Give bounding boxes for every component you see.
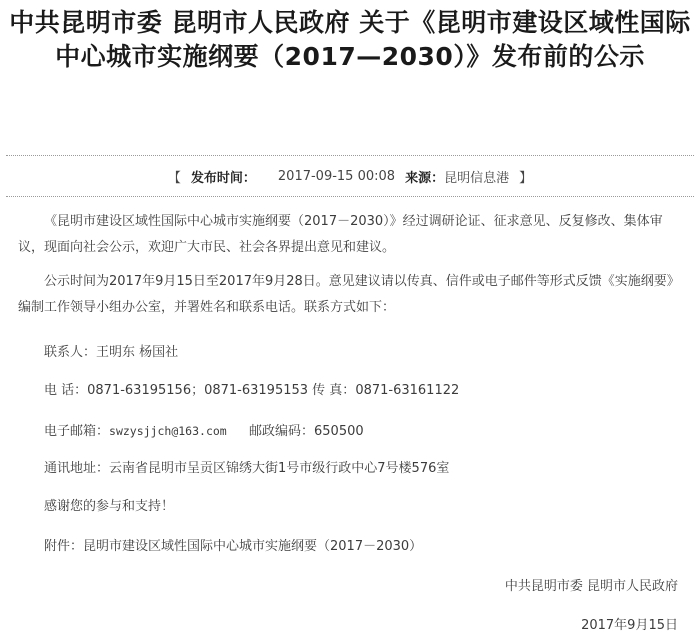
contact-address: 通讯地址：云南省昆明市呈贡区锦绣大街1号市级行政中心7号楼576室 bbox=[44, 461, 450, 476]
publish-time: 2017-09-15 00:08 bbox=[277, 168, 396, 184]
issue-date: 2017年9月15日 bbox=[581, 618, 678, 633]
postcode-label: 邮政编码： bbox=[249, 424, 315, 439]
attachment-line: 附件：昆明市建设区域性国际中心城市实施纲要（2017－2030） bbox=[44, 539, 423, 554]
article-title: 中共昆明市委 昆明市人民政府 关于《昆明市建设区域性国际中心城市实施纲要（2017—2030）》发布前的公示 bbox=[9, 8, 691, 71]
contact-phone-fax bbox=[18, 378, 700, 404]
paragraph-notice-period: 公示时间为2017年9月15日至2017年9月28日。意见建议请以传真、信件或电子邮件等形式反馈《实施纲要》编制工作领导小组办公室，并署姓名和联系电话。联系方式如下： bbox=[18, 274, 674, 315]
email-label: 电子邮箱： bbox=[44, 424, 110, 439]
contact-person: 联系人：王明东 杨国社 bbox=[44, 345, 179, 360]
postcode-value: 650500 bbox=[314, 424, 364, 439]
thanks-line: 感谢您的参与和支持！ bbox=[44, 499, 175, 514]
meta-close-bracket: 】 bbox=[519, 170, 533, 186]
fax-label: 传 真： bbox=[312, 383, 356, 398]
meta-open-bracket: 【 bbox=[167, 170, 181, 186]
article-meta-bar bbox=[6, 155, 694, 197]
publish-time-label: 发布时间： bbox=[190, 170, 256, 186]
paragraph-intro: 《昆明市建设区域性国际中心城市实施纲要（2017－2030）》经过调研论证、征求意见、反复修改、集体审议，现面向社会公示，欢迎广大市民、社会各界提出意见和建议。 bbox=[18, 214, 663, 255]
phone-label: 电 话： bbox=[44, 383, 88, 398]
signature: 中共昆明市委 昆明市人民政府 bbox=[504, 579, 678, 594]
source-label: 来源： bbox=[405, 170, 445, 186]
source-name: 昆明信息港 bbox=[444, 170, 510, 186]
fax-number: 0871-63161122 bbox=[355, 383, 460, 398]
email-address: swzysjjch@163.com bbox=[109, 424, 227, 438]
phone-number: 0871-63195156；0871-63195153 bbox=[87, 383, 309, 398]
contact-email-postcode bbox=[18, 418, 700, 445]
